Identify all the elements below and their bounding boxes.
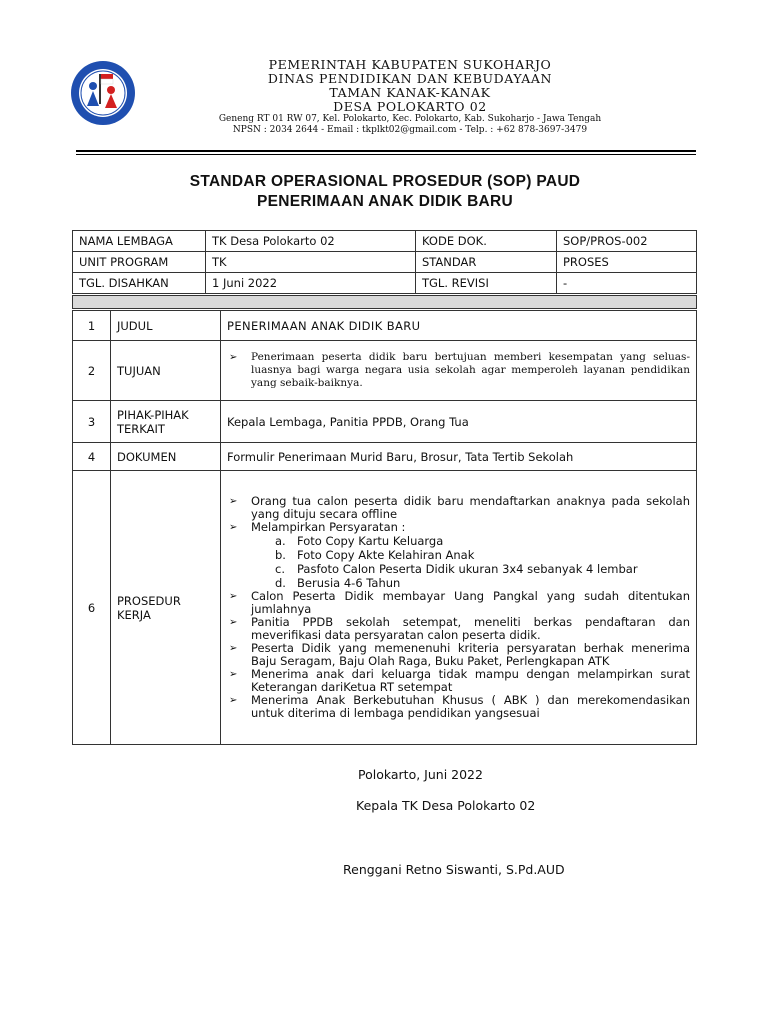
row-number: 2 xyxy=(73,341,111,401)
row-number: 4 xyxy=(73,443,111,471)
list-item-text: Foto Copy Kartu Keluarga xyxy=(297,534,444,548)
list-item: ➢ Panitia PPDB sekolah setempat, meneliti berkas pendaftaran dan meverifikasi data persyaratan calon peserta didik. xyxy=(227,616,690,642)
list-item xyxy=(275,576,690,590)
list-item-text: Berusia 4-6 Tahun xyxy=(297,576,401,590)
meta-cell: STANDAR xyxy=(416,252,557,273)
school-logo xyxy=(69,60,137,126)
procedure-list xyxy=(227,495,690,720)
letterhead-address: Geneng RT 01 RW 07, Kel. Polokarto, Kec. Polokarto, Kab. Sukoharjo - Jawa Tengah xyxy=(218,114,602,124)
meta-cell: TGL. DISAHKAN xyxy=(73,273,206,294)
list-marker: d. xyxy=(275,576,286,590)
list-marker: a. xyxy=(275,534,286,548)
meta-cell: SOP/PROS-002 xyxy=(557,231,697,252)
list-item: ➢ Orang tua calon peserta didik baru mendaftarkan anaknya pada sekolah yang dituju secara offline xyxy=(227,495,690,521)
list-item-text: Foto Copy Akte Kelahiran Anak xyxy=(297,548,475,562)
list-item: ➢ Menerima Anak Berkebutuhan Khusus ( ABK ) dan merekomendasikan untuk diterima di lembaga pendidikan yangsesuai xyxy=(227,694,690,720)
table-row xyxy=(73,471,697,745)
row-label: PIHAK-PIHAK TERKAIT xyxy=(111,401,221,443)
letterhead-line2: DINAS PENDIDIKAN DAN KEBUDAYAAN xyxy=(267,71,553,86)
row-content: Kepala Lembaga, Panitia PPDB, Orang Tua xyxy=(221,401,697,443)
tujuan-list xyxy=(227,351,690,390)
row-number: 1 xyxy=(73,311,111,341)
list-item-text: Pasfoto Calon Peserta Didik ukuran 3x4 sebanyak 4 lembar xyxy=(297,562,638,576)
meta-cell: 1 Juni 2022 xyxy=(206,273,416,294)
row-content: Formulir Penerimaan Murid Baru, Brosur, Tata Tertib Sekolah xyxy=(221,443,697,471)
row-content: PENERIMAAN ANAK DIDIK BARU xyxy=(221,311,697,341)
meta-cell: KODE DOK. xyxy=(416,231,557,252)
list-item xyxy=(275,534,690,548)
letterhead xyxy=(150,58,670,136)
table-row xyxy=(73,443,697,471)
row-number: 6 xyxy=(73,471,111,745)
list-item: ➢ Penerimaan peserta didik baru bertujuan memberi kesempatan yang seluas-luasnya bagi warga negara usia sekolah agar memperoleh layanan pendidikan yang sebaik-baiknya. xyxy=(227,351,690,390)
meta-cell: PROSES xyxy=(557,252,697,273)
meta-table xyxy=(72,230,697,294)
title-line2: PENERIMAAN ANAK DIDIK BARU xyxy=(256,193,514,210)
row-label: PROSEDUR KERJA xyxy=(111,471,221,745)
table-row xyxy=(73,311,697,341)
letterhead-line3: TAMAN KANAK-KANAK xyxy=(329,85,491,100)
meta-row xyxy=(73,273,697,294)
table-row xyxy=(73,341,697,401)
requirement-list xyxy=(251,534,690,590)
title-line1: STANDAR OPERASIONAL PROSEDUR (SOP) PAUD xyxy=(189,173,581,190)
row-content xyxy=(221,341,697,401)
letterhead-line1: PEMERINTAH KABUPATEN SUKOHARJO xyxy=(268,57,552,72)
list-item: ➢ Menerima anak dari keluarga tidak mampu dengan melampirkan surat Keterangan dariKetua RT setempat xyxy=(227,668,690,694)
row-content xyxy=(221,471,697,745)
letterhead-contact: NPSN : 2034 2644 - Email : tkplkt02@gmail.com - Telp. : +62 878-3697-3479 xyxy=(232,125,588,135)
list-item xyxy=(227,521,690,590)
document-title xyxy=(100,172,670,212)
row-label: DOKUMEN xyxy=(111,443,221,471)
list-item: ➢ Peserta Didik yang memenenuhi kriteria persyaratan berhak menerima Baju Seragam, Baju Olah Raga, Buku Paket, Perlengkapan ATK xyxy=(227,642,690,668)
list-item xyxy=(275,548,690,562)
list-item xyxy=(275,562,690,576)
meta-cell: UNIT PROGRAM xyxy=(73,252,206,273)
meta-row xyxy=(73,231,697,252)
meta-cell: TK xyxy=(206,252,416,273)
list-marker: c. xyxy=(275,562,285,576)
list-marker: b. xyxy=(275,548,286,562)
letterhead-rule-thin xyxy=(76,154,696,155)
row-number: 3 xyxy=(73,401,111,443)
row-label: JUDUL xyxy=(111,311,221,341)
sop-table xyxy=(72,310,697,745)
meta-cell: TK Desa Polokarto 02 xyxy=(206,231,416,252)
letterhead-line4: DESA POLOKARTO 02 xyxy=(333,99,487,114)
signer-name: Renggani Retno Siswanti, S.Pd.AUD xyxy=(343,862,565,877)
list-item: ➢ Calon Peserta Didik membayar Uang Pangkal yang sudah ditentukan jumlahnya xyxy=(227,590,690,616)
meta-cell: TGL. REVISI xyxy=(416,273,557,294)
place-date: Polokarto, Juni 2022 xyxy=(358,767,483,782)
meta-cell: NAMA LEMBAGA xyxy=(73,231,206,252)
signer-position: Kepala TK Desa Polokarto 02 xyxy=(356,798,536,813)
meta-row xyxy=(73,252,697,273)
row-label: TUJUAN xyxy=(111,341,221,401)
meta-cell: - xyxy=(557,273,697,294)
letterhead-rule xyxy=(76,150,696,152)
list-item-text: ➢ Melampirkan Persyaratan : xyxy=(251,520,406,534)
table-row xyxy=(73,401,697,443)
separator-band xyxy=(72,295,697,309)
